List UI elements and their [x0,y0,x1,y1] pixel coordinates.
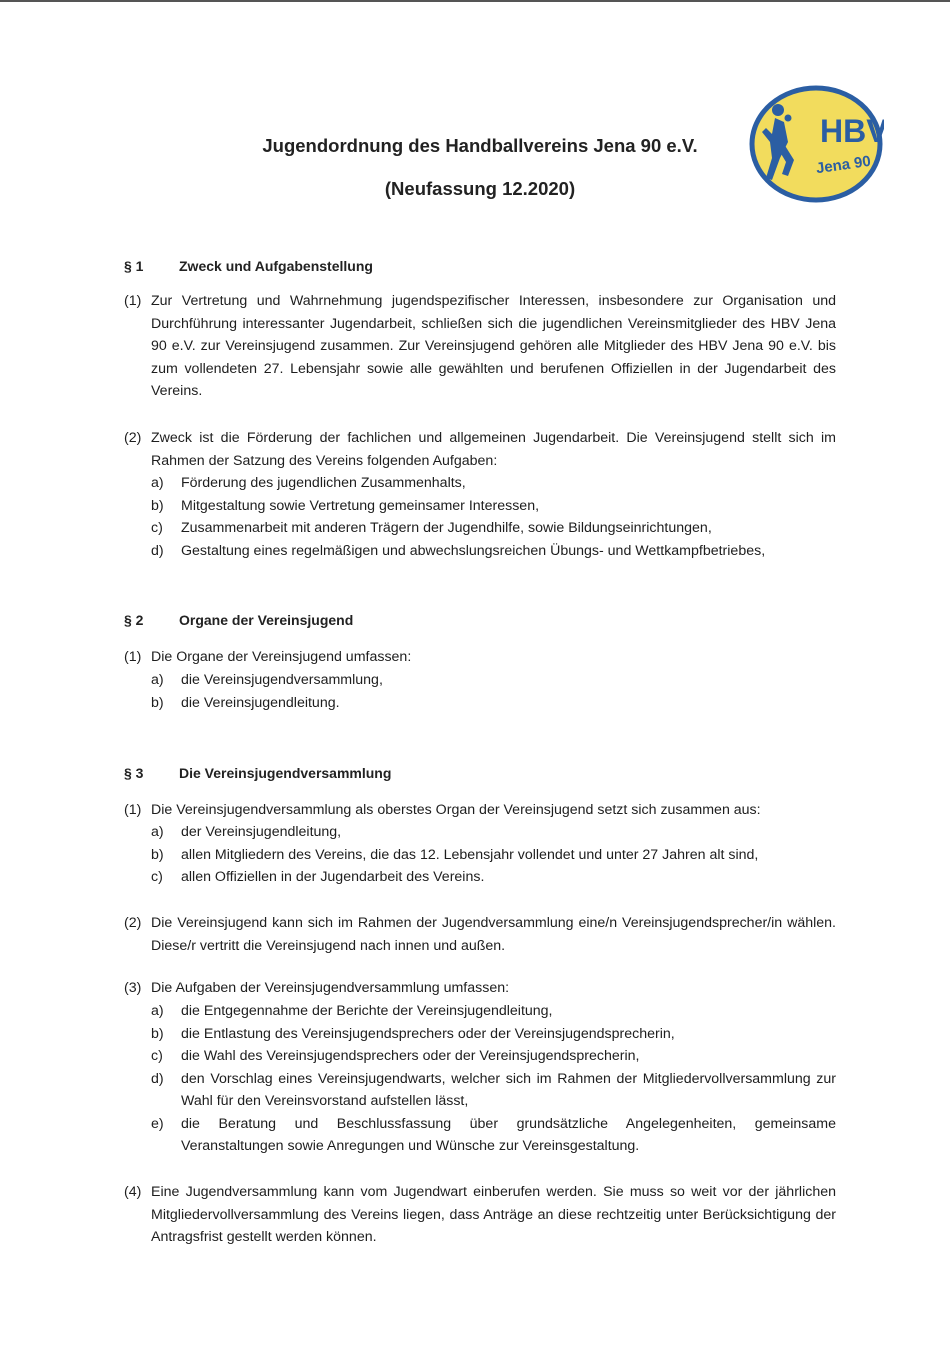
list-item-text: allen Offiziellen in der Jugendarbeit des Vereins. [181,869,485,885]
paragraph-text: Eine Jugendversammlung kann vom Jugendwart einberufen werden. Sie muss so weit vor der jährlichen Mitgliedervollversammlung des Vereins liegen, dass Anträge an diese rechtzeitig unter Berücksichtigung der Antragsfrist gestellt werden können. [151,1184,836,1245]
section-2-paragraph-1-list [151,669,836,714]
logo-text-sub: Jena 90 [814,152,872,178]
document-title: Jugendordnung des Handballvereins Jena 90 e.V. [262,135,698,156]
list-letter: c) [151,520,163,536]
list-letter: d) [151,542,164,559]
list-item [151,1068,836,1113]
list-item-text: Förderung des jugendlichen Zusammenhalts, [181,475,466,491]
list-item [151,669,836,692]
list-letter: a) [151,475,164,491]
section-number: § 2 [124,612,144,628]
list-letter: e) [151,1115,164,1132]
paragraph-text: Zweck ist die Förderung der fachlichen und allgemeinen Jugendarbeit. Die Vereinsjugend stellt sich im Rahmen der Satzung des Vereins folgenden Aufgaben: [151,430,836,469]
list-item-text: die Vereinsjugendversammlung, [181,672,383,688]
section-2-paragraph-1 [124,646,836,669]
paragraph-number: (3) [124,980,142,996]
list-item-text: Gestaltung eines regelmäßigen und abwechslungsreichen Übungs- und Wettkampfbetriebes, [181,542,766,559]
section-number: § 1 [124,258,144,274]
list-letter: b) [151,497,164,514]
list-item [151,517,836,540]
list-item [151,866,836,889]
list-letter: d) [151,1070,164,1087]
section-3-paragraph-3-list [151,1000,836,1158]
section-1-paragraph-1 [124,290,836,403]
section-heading: Die Vereinsjugendversammlung [179,765,392,781]
list-item [151,821,836,844]
logo-text-main: HBV [820,113,884,149]
list-item [151,495,836,518]
section-1-paragraph-2 [124,427,836,472]
paragraph-number: (1) [124,649,142,665]
scan-edge-line [0,0,950,2]
list-item [151,1023,836,1046]
section-3-paragraph-1 [124,799,836,822]
list-item [151,1113,836,1158]
list-item [151,472,836,495]
list-item [151,1045,836,1068]
paragraph-text: Die Organe der Vereinsjugend umfassen: [151,649,412,665]
section-3-paragraph-3 [124,977,836,1000]
section-1-paragraph-2-list [151,472,836,562]
list-letter: c) [151,1048,163,1064]
list-item [151,540,836,563]
list-letter: a) [151,824,164,840]
list-item-text: Zusammenarbeit mit anderen Trägern der Jugendhilfe, sowie Bildungseinrichtungen, [181,520,712,536]
list-letter: b) [151,694,164,711]
section-3-paragraph-4 [124,1181,836,1249]
list-item-text: die Beratung und Beschlussfassung über grundsätzliche Angelegenheiten, gemeinsame Veranstaltungen sowie Anregungen und Wünsche zur Vereinsgestaltung. [181,1115,836,1154]
list-item-text: allen Mitgliedern des Vereins, die das 12. Lebensjahr vollendet und unter 27 Jahren alt sind, [181,846,759,863]
paragraph-number: (1) [124,293,142,309]
list-letter: a) [151,672,164,688]
list-item-text: die Wahl des Vereinsjugendsprechers oder der Vereinsjugendsprecherin, [181,1048,640,1064]
list-item [151,844,836,867]
paragraph-text: Die Vereinsjugendversammlung als oberstes Organ der Vereinsjugend setzt sich zusammen aus: [151,802,761,818]
section-heading: Zweck und Aufgabenstellung [179,258,373,274]
list-item [151,692,836,715]
section-heading: Organe der Vereinsjugend [179,612,354,628]
paragraph-text: Die Vereinsjugend kann sich im Rahmen der Jugendversammlung eine/n Vereinsjugendsprecher/in wählen. Diese/r vertritt die Vereinsjugend nach innen und außen. [151,915,836,954]
list-letter: a) [151,1003,164,1019]
paragraph-number: (2) [124,430,142,446]
list-item-text: Mitgestaltung sowie Vertretung gemeinsamer Interessen, [181,497,540,514]
paragraph-number: (1) [124,802,142,818]
paragraph-number: (4) [124,1184,142,1200]
list-item-text: die Entlastung des Vereinsjugendsprechers oder der Vereinsjugendsprecherin, [181,1025,675,1042]
paragraph-text: Die Aufgaben der Vereinsjugendversammlung umfassen: [151,980,510,996]
section-3-paragraph-1-list [151,821,836,889]
list-item-text: die Entgegennahme der Berichte der Vereinsjugendleitung, [181,1003,553,1019]
section-number: § 3 [124,765,144,781]
list-item-text: die Vereinsjugendleitung. [181,694,340,711]
paragraph-text: Zur Vertretung und Wahrnehmung jugendspezifischer Interessen, insbesondere zur Organisation und Durchführung interessanter Jugendarbeit, schließen sich die jugendlichen Vereinsmitglieder des HBV Jena 90 e.V. zur Vereinsjugend zusammen. Zur Vereinsjugend gehören alle Mitglieder des HBV Jena 90 e.V. bis zum vollendeten 27. Lebensjahr sowie alle gewählten und berufenen Offiziellen in der Jugendarbeit des Vereins. [151,293,836,399]
list-letter: c) [151,869,163,885]
list-item-text: der Vereinsjugendleitung, [181,824,342,840]
list-item [151,1000,836,1023]
list-letter: b) [151,846,164,863]
list-item-text: den Vorschlag eines Vereinsjugendwarts, welcher sich im Rahmen der Mitgliedervollversammlung zur Wahl für den Vereinsvorstand aufstellen lässt, [181,1070,836,1109]
document-subtitle: (Neufassung 12.2020) [384,178,576,199]
section-3-paragraph-2 [124,912,836,957]
list-letter: b) [151,1025,164,1042]
paragraph-number: (2) [124,915,142,931]
